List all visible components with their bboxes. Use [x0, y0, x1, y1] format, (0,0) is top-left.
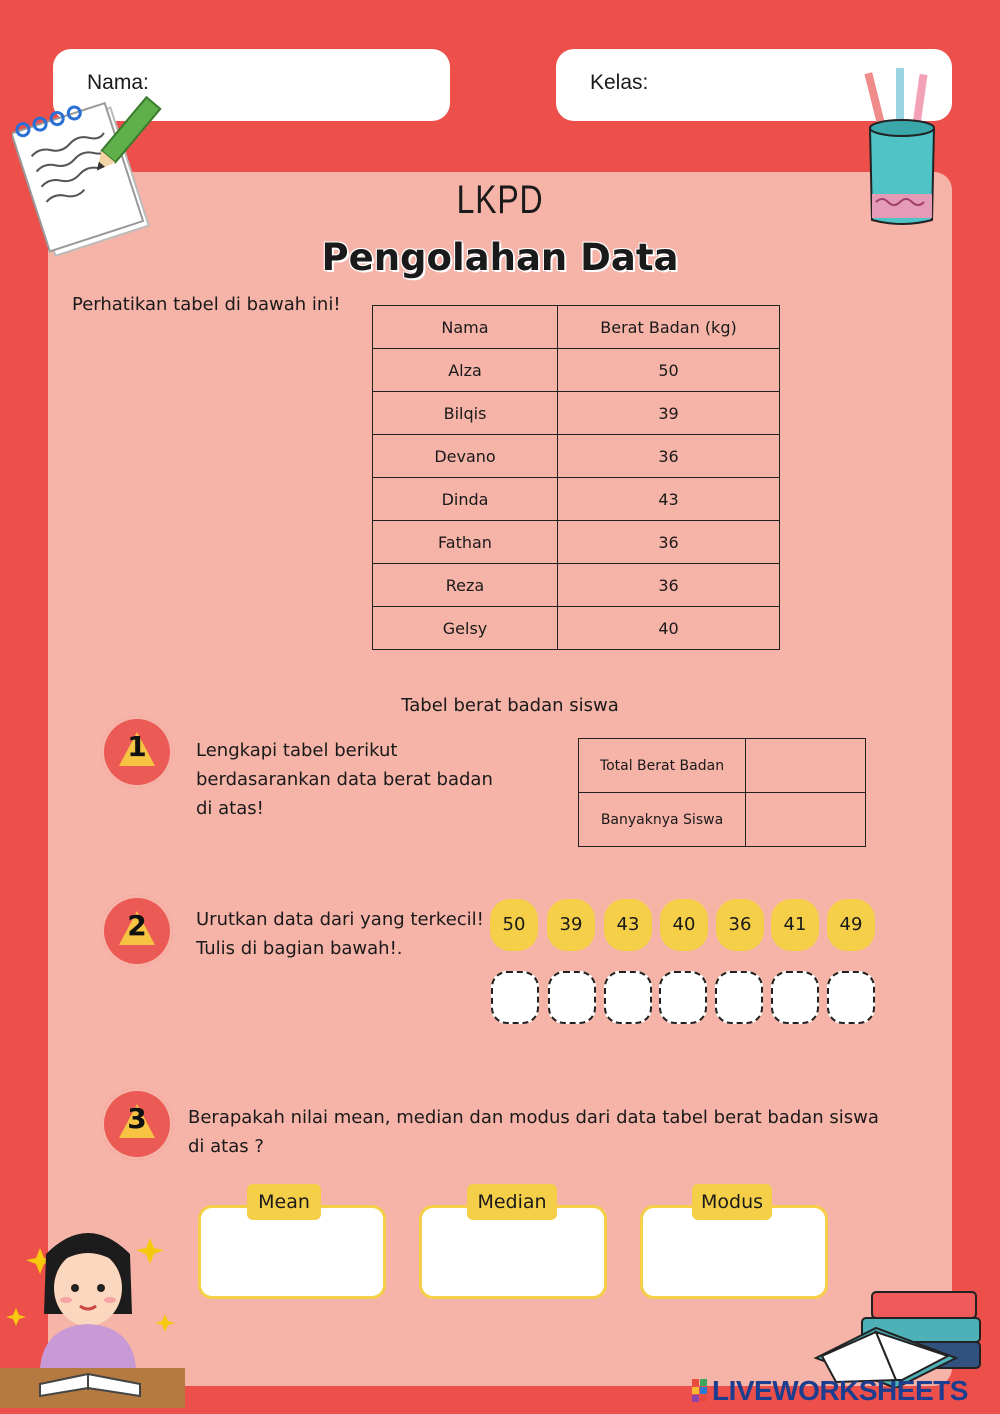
table-cell-name: Bilqis [373, 392, 558, 435]
answer-slot[interactable] [604, 971, 652, 1024]
value-chip: 39 [547, 899, 595, 951]
books-icon [806, 1288, 991, 1388]
weight-table [372, 305, 780, 650]
table-row [373, 478, 780, 521]
table-row [373, 435, 780, 478]
question-1-line: berdasarankan data berat badan [196, 769, 493, 790]
value-chip: 49 [827, 899, 875, 951]
page-title: Pengolahan Data [321, 236, 679, 279]
value-chip: 41 [771, 899, 819, 951]
girl-studying-icon [0, 1218, 185, 1408]
answer-slot[interactable] [491, 971, 539, 1024]
question-3-text [188, 1103, 879, 1161]
table-cell-weight: 43 [558, 478, 780, 521]
value-chip: 36 [716, 899, 764, 951]
class-label: Kelas: [590, 71, 649, 94]
question-3-number: 3 [127, 1102, 147, 1135]
question-3-line: Berapakah nilai mean, median dan modus dari data tabel berat badan siswa [188, 1107, 879, 1128]
intro-text: Perhatikan tabel di bawah ini! [72, 294, 341, 315]
question-1-line: Lengkapi tabel berikut [196, 740, 398, 761]
student-count-input[interactable] [746, 793, 866, 847]
page-subtitle: LKPD [456, 178, 544, 222]
total-weight-input[interactable] [746, 739, 866, 793]
median-label: Median [467, 1184, 557, 1220]
question-1-text [196, 736, 493, 823]
value-chip: 43 [604, 899, 652, 951]
question-2-line: Tulis di bagian bawah!. [196, 938, 403, 959]
table-cell-name: Devano [373, 435, 558, 478]
question-3-line: di atas ? [188, 1136, 264, 1157]
table-cell-weight: 50 [558, 349, 780, 392]
question-2-badge [101, 895, 173, 967]
table-row [373, 349, 780, 392]
total-weight-label: Total Berat Badan [579, 739, 746, 793]
table-cell-name: Dinda [373, 478, 558, 521]
table-cell-weight: 36 [558, 564, 780, 607]
table-header-name: Nama [373, 306, 558, 349]
modus-label: Modus [692, 1184, 772, 1220]
table-cell-weight: 39 [558, 392, 780, 435]
name-label: Nama: [87, 71, 149, 94]
table-cell-weight: 36 [558, 435, 780, 478]
student-count-label: Banyaknya Siswa [579, 793, 746, 847]
table-cell-weight: 40 [558, 607, 780, 650]
summary-table [578, 738, 866, 847]
answer-slot[interactable] [771, 971, 819, 1024]
table-row [373, 521, 780, 564]
question-2-number: 2 [127, 909, 147, 942]
notepad-pencil-icon [12, 92, 162, 257]
value-chip: 40 [660, 899, 708, 951]
question-1-line: di atas! [196, 798, 264, 819]
question-3-badge [101, 1088, 173, 1160]
table-cell-name: Gelsy [373, 607, 558, 650]
table-cell-name: Fathan [373, 521, 558, 564]
question-1-badge [101, 716, 173, 788]
table-row [373, 392, 780, 435]
answer-slot[interactable] [715, 971, 763, 1024]
answer-slot[interactable] [659, 971, 707, 1024]
answer-slot[interactable] [548, 971, 596, 1024]
value-chip: 50 [490, 899, 538, 951]
mean-label: Mean [247, 1184, 321, 1220]
question-1-number: 1 [127, 730, 147, 763]
question-2-text [196, 905, 484, 963]
table-caption: Tabel berat badan siswa [401, 695, 619, 716]
question-2-line: Urutkan data dari yang terkecil! [196, 909, 484, 930]
table-cell-weight: 36 [558, 521, 780, 564]
table-cell-name: Alza [373, 349, 558, 392]
table-cell-name: Reza [373, 564, 558, 607]
table-row [373, 607, 780, 650]
table-header-weight: Berat Badan (kg) [558, 306, 780, 349]
liveworksheets-logo-icon [692, 1379, 708, 1403]
liveworksheets-watermark: LIVEWORKSHEETS [712, 1375, 968, 1406]
answer-slot[interactable] [827, 971, 875, 1024]
table-row [373, 564, 780, 607]
